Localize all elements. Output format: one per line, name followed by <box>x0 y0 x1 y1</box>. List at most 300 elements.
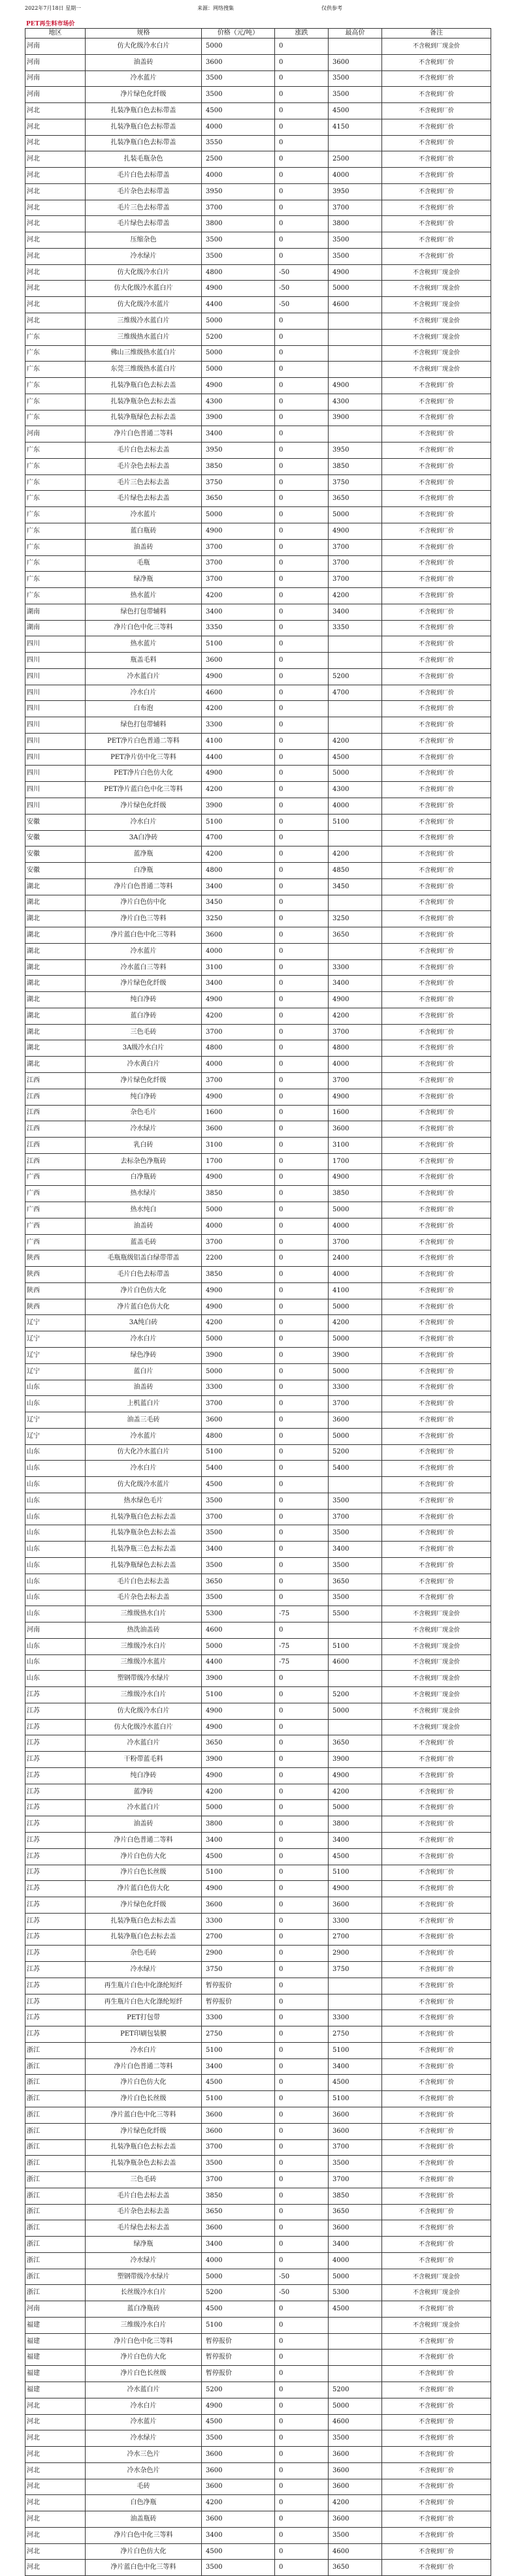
cell-high: 3650 <box>329 1735 382 1752</box>
table-row <box>25 2511 491 2528</box>
cell-region: 江西 <box>25 1138 86 1154</box>
cell-region: 江苏 <box>25 1752 86 1768</box>
cell-note: 不含税到厂价 <box>382 1752 491 1768</box>
cell-region: 辽宁 <box>25 1412 86 1429</box>
cell-spec: 毛片白色去标去盖 <box>86 1574 202 1590</box>
cell-high: 3100 <box>329 1138 382 1154</box>
cell-region: 河北 <box>25 232 86 249</box>
cell-note: 不含税到厂价 <box>382 555 491 572</box>
cell-price: 4500 <box>202 2301 275 2318</box>
cell-region: 浙江 <box>25 2075 86 2091</box>
cell-note: 不含税到厂价 <box>382 1994 491 2010</box>
table-row <box>25 1331 491 1348</box>
cell-high: 5200 <box>329 1444 382 1461</box>
cell-high: 3750 <box>329 1962 382 1978</box>
table-row <box>25 248 491 264</box>
cell-price: 3400 <box>202 2527 275 2543</box>
cell-price: 4800 <box>202 264 275 281</box>
cell-high: 3600 <box>329 54 382 70</box>
table-row <box>25 572 491 588</box>
cell-change: 0 <box>275 1282 329 1299</box>
cell-spec: 压缩杂色 <box>86 232 202 249</box>
cell-note: 不含税到厂价 <box>382 2398 491 2414</box>
table-row <box>25 2382 491 2398</box>
cell-price: 3950 <box>202 183 275 200</box>
cell-region: 广东 <box>25 523 86 539</box>
cell-high: 1600 <box>329 1105 382 1121</box>
cell-note: 不含税到厂价 <box>382 507 491 523</box>
table-row <box>25 1525 491 1542</box>
table-row <box>25 2350 491 2366</box>
cell-change: 0 <box>275 1509 329 1525</box>
cell-price: 4900 <box>202 1089 275 1105</box>
cell-price: 5300 <box>202 1606 275 1622</box>
cell-high: 3600 <box>329 1412 382 1429</box>
table-row <box>25 2462 491 2479</box>
cell-region: 江苏 <box>25 1962 86 1978</box>
cell-price: 3600 <box>202 653 275 669</box>
cell-change: 0 <box>275 523 329 539</box>
cell-price: 3500 <box>202 2430 275 2447</box>
column-header-change: 涨跌 <box>275 29 329 39</box>
cell-spec: 绿色打包带辅料 <box>86 604 202 620</box>
cell-note: 不含税到厂价 <box>382 1170 491 1186</box>
table-row <box>25 394 491 410</box>
table-row <box>25 151 491 168</box>
cell-change: 0 <box>275 2479 329 2495</box>
cell-price: 3350 <box>202 620 275 636</box>
cell-spec: 净片白色仿大化 <box>86 2543 202 2560</box>
cell-spec: 三维级热水白片 <box>86 1606 202 1622</box>
cell-change: 0 <box>275 1767 329 1784</box>
cell-price: 4900 <box>202 523 275 539</box>
cell-spec: 绿色净砖 <box>86 1348 202 1364</box>
cell-region: 四川 <box>25 653 86 669</box>
cell-region: 浙江 <box>25 2172 86 2188</box>
cell-region: 广东 <box>25 329 86 345</box>
cell-region: 浙江 <box>25 2188 86 2204</box>
cell-region: 广东 <box>25 474 86 491</box>
cell-high: 3700 <box>329 555 382 572</box>
cell-note: 不含税到厂价 <box>382 2075 491 2091</box>
report-source: 来源：网络搜集 <box>197 5 234 11</box>
cell-note: 不含税到厂价 <box>382 1040 491 1057</box>
cell-price: 4200 <box>202 588 275 604</box>
table-row <box>25 168 491 184</box>
cell-price: 3500 <box>202 1590 275 1606</box>
cell-change: -50 <box>275 264 329 281</box>
cell-region: 浙江 <box>25 2091 86 2107</box>
cell-high: 4900 <box>329 378 382 394</box>
cell-region: 浙江 <box>25 2252 86 2269</box>
cell-high: 3600 <box>329 2447 382 2463</box>
cell-high: 3700 <box>329 1024 382 1040</box>
cell-note: 不含税到厂价 <box>382 1784 491 1800</box>
cell-note: 不含税到厂价 <box>382 1461 491 1477</box>
cell-note: 不含税到厂价 <box>382 1089 491 1105</box>
cell-note: 不含税到厂价 <box>382 2156 491 2172</box>
cell-change: 0 <box>275 232 329 249</box>
cell-change: 0 <box>275 1267 329 1283</box>
table-row <box>25 1105 491 1121</box>
cell-high: 4900 <box>329 1881 382 1897</box>
cell-price: 3100 <box>202 1138 275 1154</box>
cell-note: 不含税到厂价 <box>382 2462 491 2479</box>
cell-high <box>329 313 382 330</box>
cell-change: 0 <box>275 2333 329 2350</box>
cell-change: 0 <box>275 976 329 992</box>
cell-note: 不含税到厂价 <box>382 1202 491 1218</box>
cell-note: 不含税到厂价 <box>382 895 491 911</box>
cell-high <box>329 1477 382 1493</box>
cell-high: 3600 <box>329 2123 382 2139</box>
table-row <box>25 1848 491 1865</box>
cell-region: 福建 <box>25 2317 86 2333</box>
table-row <box>25 442 491 459</box>
cell-change: 0 <box>275 362 329 378</box>
cell-high <box>329 2317 382 2333</box>
cell-note: 不含税到厂价 <box>382 168 491 184</box>
cell-change: 0 <box>275 555 329 572</box>
cell-region: 江苏 <box>25 1946 86 1962</box>
table-row <box>25 281 491 297</box>
cell-change: 0 <box>275 2398 329 2414</box>
cell-spec: 冷水白片 <box>86 2042 202 2058</box>
cell-price: 4000 <box>202 2252 275 2269</box>
table-body <box>25 39 491 2576</box>
cell-spec: 冷水黄白片 <box>86 1057 202 1073</box>
cell-change: 0 <box>275 717 329 734</box>
cell-high: 3850 <box>329 1186 382 1202</box>
cell-note: 不含税到厂价 <box>382 1121 491 1138</box>
cell-change: 0 <box>275 103 329 119</box>
table-row <box>25 2430 491 2447</box>
cell-spec: PET净片仿中化三等料 <box>86 749 202 766</box>
cell-note: 不含税到厂价 <box>382 183 491 200</box>
cell-spec: 再生瓶片白色大化涤纶短纤 <box>86 1994 202 2010</box>
table-row <box>25 119 491 135</box>
table-row <box>25 685 491 701</box>
cell-high: 3650 <box>329 927 382 944</box>
cell-high: 5200 <box>329 1687 382 1703</box>
cell-spec: 冷水杂色片 <box>86 2462 202 2479</box>
cell-spec: 纯白净砖 <box>86 1767 202 1784</box>
cell-note: 不含税到厂价 <box>382 119 491 135</box>
table-row <box>25 474 491 491</box>
cell-note: 不含税到厂现金价 <box>382 2269 491 2285</box>
cell-spec: 毛片三色去标带盖 <box>86 200 202 216</box>
cell-note: 不含税到厂价 <box>382 733 491 749</box>
cell-spec: 毛片白色去标去盖 <box>86 442 202 459</box>
cell-spec: 扎装净瓶杂色去标去盖 <box>86 1525 202 1542</box>
cell-price: 4900 <box>202 1703 275 1719</box>
cell-change: 0 <box>275 1719 329 1735</box>
cell-note: 不含税到厂价 <box>382 1557 491 1574</box>
cell-change: 0 <box>275 1170 329 1186</box>
cell-change: 0 <box>275 2204 329 2220</box>
cell-note: 不含税到厂价 <box>382 1380 491 1396</box>
cell-region: 河南 <box>25 70 86 87</box>
cell-spec: 油盖砖 <box>86 1218 202 1234</box>
cell-high: 3850 <box>329 458 382 474</box>
cell-region: 江苏 <box>25 1735 86 1752</box>
table-row <box>25 1202 491 1218</box>
cell-change: 0 <box>275 2495 329 2511</box>
price-table <box>25 28 491 2576</box>
cell-change: 0 <box>275 54 329 70</box>
cell-change: 0 <box>275 572 329 588</box>
table-row <box>25 1752 491 1768</box>
cell-note: 不含税到厂价 <box>382 2188 491 2204</box>
cell-high <box>329 1719 382 1735</box>
table-row <box>25 1832 491 1848</box>
cell-high: 4500 <box>329 103 382 119</box>
cell-price: 3750 <box>202 474 275 491</box>
cell-high: 3900 <box>329 1752 382 1768</box>
cell-region: 江苏 <box>25 1703 86 1719</box>
cell-note: 不含税到厂价 <box>382 2010 491 2026</box>
cell-note: 不含税到厂价 <box>382 830 491 846</box>
cell-spec: 蓝白净瓶砖 <box>86 2301 202 2318</box>
cell-region: 广东 <box>25 442 86 459</box>
cell-price: 3900 <box>202 410 275 426</box>
table-row <box>25 2123 491 2139</box>
cell-spec: 瓶盖毛料 <box>86 653 202 669</box>
cell-high: 5100 <box>329 2091 382 2107</box>
cell-change: 0 <box>275 911 329 927</box>
cell-change: 0 <box>275 814 329 830</box>
cell-price: 3800 <box>202 216 275 232</box>
cell-change: 0 <box>275 329 329 345</box>
cell-spec: 蓝盖毛砖 <box>86 1234 202 1250</box>
cell-high: 5000 <box>329 1299 382 1315</box>
cell-price: 3750 <box>202 1962 275 1978</box>
cell-spec: 佛山三维级热水蓝白片 <box>86 345 202 362</box>
cell-high: 3900 <box>329 1348 382 1364</box>
cell-region: 辽宁 <box>25 1363 86 1380</box>
cell-note: 不含税到厂价 <box>382 1962 491 1978</box>
cell-note: 不含税到厂现金价 <box>382 1622 491 1639</box>
cell-change: 0 <box>275 636 329 653</box>
table-row <box>25 2495 491 2511</box>
cell-high: 3450 <box>329 878 382 895</box>
cell-change: 0 <box>275 1574 329 1590</box>
report-date: 2022年7月18日 星期一 <box>25 5 82 11</box>
cell-price: 4600 <box>202 1622 275 1639</box>
cell-spec: 三维级热水蓝白片 <box>86 329 202 345</box>
cell-high: 3500 <box>329 1493 382 1509</box>
cell-region: 山东 <box>25 1654 86 1671</box>
cell-change: 0 <box>275 1703 329 1719</box>
table-row <box>25 782 491 798</box>
cell-note: 不含税到厂价 <box>382 539 491 555</box>
cell-price: 1600 <box>202 1105 275 1121</box>
cell-high: 4200 <box>329 588 382 604</box>
cell-change: 0 <box>275 2301 329 2318</box>
cell-region: 四川 <box>25 636 86 653</box>
cell-price: 3700 <box>202 1396 275 1412</box>
column-header-high: 最高价 <box>329 29 382 39</box>
cell-region: 湖北 <box>25 976 86 992</box>
cell-change: 0 <box>275 442 329 459</box>
cell-change: 0 <box>275 701 329 717</box>
cell-high: 3950 <box>329 442 382 459</box>
cell-region: 河北 <box>25 2430 86 2447</box>
cell-change: 0 <box>275 2366 329 2382</box>
cell-spec: 热水纯白 <box>86 1202 202 1218</box>
cell-spec: 仿大化级冷水白片 <box>86 264 202 281</box>
cell-note: 不含税到厂价 <box>382 1267 491 1283</box>
cell-price: 3400 <box>202 604 275 620</box>
cell-region: 四川 <box>25 685 86 701</box>
cell-high: 4600 <box>329 297 382 313</box>
table-row <box>25 604 491 620</box>
table-row <box>25 959 491 976</box>
cell-spec: 白净瓶 <box>86 863 202 879</box>
table-row <box>25 1881 491 1897</box>
cell-change: 0 <box>275 749 329 766</box>
cell-price: 5100 <box>202 636 275 653</box>
table-row <box>25 410 491 426</box>
cell-note: 不含税到厂价 <box>382 394 491 410</box>
table-row <box>25 232 491 249</box>
cell-spec: 毛片白色去标去盖 <box>86 2188 202 2204</box>
cell-price: 3500 <box>202 2156 275 2172</box>
cell-change: 0 <box>275 1348 329 1364</box>
cell-high: 3500 <box>329 232 382 249</box>
cell-region: 江苏 <box>25 1800 86 1816</box>
cell-change: 0 <box>275 927 329 944</box>
cell-change: 0 <box>275 1024 329 1040</box>
cell-spec: 冷水绿片 <box>86 2430 202 2447</box>
cell-note: 不含税到厂价 <box>382 2252 491 2269</box>
cell-price: 4500 <box>202 103 275 119</box>
cell-high: 3500 <box>329 2156 382 2172</box>
cell-note: 不含税到厂价 <box>382 2091 491 2107</box>
cell-price: 3600 <box>202 1897 275 1914</box>
table-row <box>25 539 491 555</box>
cell-spec: 净片白色长丝级 <box>86 2091 202 2107</box>
cell-change: 0 <box>275 2430 329 2447</box>
cell-region: 河北 <box>25 281 86 297</box>
cell-change: 0 <box>275 1542 329 1558</box>
cell-region: 江苏 <box>25 1913 86 1929</box>
cell-change: 0 <box>275 1008 329 1024</box>
table-row <box>25 216 491 232</box>
cell-price: 4900 <box>202 1767 275 1784</box>
cell-change: 0 <box>275 1461 329 1477</box>
cell-change: 0 <box>275 895 329 911</box>
cell-change: 0 <box>275 798 329 814</box>
cell-note: 不含税到厂价 <box>382 1767 491 1784</box>
cell-change: 0 <box>275 1299 329 1315</box>
cell-change: 0 <box>275 943 329 959</box>
cell-price: 3400 <box>202 426 275 442</box>
cell-note: 不含税到厂价 <box>382 2527 491 2543</box>
cell-spec: 毛瓶 <box>86 555 202 572</box>
cell-note: 不含税到厂价 <box>382 927 491 944</box>
table-row <box>25 1380 491 1396</box>
cell-region: 广西 <box>25 1202 86 1218</box>
cell-region: 河北 <box>25 119 86 135</box>
cell-price: 5000 <box>202 313 275 330</box>
cell-region: 江苏 <box>25 1832 86 1848</box>
column-header-spec: 规格 <box>86 29 202 39</box>
cell-note: 不含税到厂价 <box>382 604 491 620</box>
cell-high: 4850 <box>329 863 382 879</box>
cell-spec: 毛片绿色去标带盖 <box>86 216 202 232</box>
cell-high: 3400 <box>329 2058 382 2075</box>
cell-note: 不含税到厂价 <box>382 878 491 895</box>
cell-spec: 仿大化级冷水白片 <box>86 39 202 55</box>
table-row <box>25 1218 491 1234</box>
table-row <box>25 362 491 378</box>
cell-note: 不含税到厂价 <box>382 216 491 232</box>
cell-spec: 三维级冷水白片 <box>86 1638 202 1654</box>
cell-spec: 扎装净瓶白色去标带盖 <box>86 135 202 151</box>
cell-spec: 3A级冷水白片 <box>86 1040 202 1057</box>
cell-spec: 冷水蓝片 <box>86 943 202 959</box>
cell-high <box>329 362 382 378</box>
cell-spec: 净片绿色化纤级 <box>86 798 202 814</box>
cell-high: 3600 <box>329 2220 382 2237</box>
cell-spec: 净片白色普通二等料 <box>86 1832 202 1848</box>
cell-change: 0 <box>275 491 329 507</box>
cell-note: 不含税到厂价 <box>382 1525 491 1542</box>
table-row <box>25 1978 491 1994</box>
table-row <box>25 976 491 992</box>
cell-price: 3300 <box>202 1380 275 1396</box>
cell-note: 不含税到厂价 <box>382 572 491 588</box>
table-row <box>25 927 491 944</box>
cell-change: 0 <box>275 1622 329 1639</box>
cell-spec: 白布泡 <box>86 701 202 717</box>
cell-spec: 冷水三色片 <box>86 2447 202 2463</box>
cell-spec: 净片白色中化三等料 <box>86 2333 202 2350</box>
table-row <box>25 636 491 653</box>
cell-price: 4900 <box>202 281 275 297</box>
cell-spec: 毛片三色去标去盖 <box>86 474 202 491</box>
cell-high: 4900 <box>329 264 382 281</box>
cell-region: 江苏 <box>25 1784 86 1800</box>
cell-spec: 冷水绿片 <box>86 248 202 264</box>
cell-change: 0 <box>275 426 329 442</box>
cell-change: 0 <box>275 1250 329 1267</box>
cell-note: 不含税到厂价 <box>382 1218 491 1234</box>
cell-spec: 净片白色普通二等料 <box>86 2058 202 2075</box>
cell-change: 0 <box>275 2091 329 2107</box>
cell-region: 山东 <box>25 1525 86 1542</box>
cell-spec: 油盖砖 <box>86 1816 202 1833</box>
cell-change: 0 <box>275 1105 329 1121</box>
cell-high <box>329 653 382 669</box>
cell-region: 江苏 <box>25 2010 86 2026</box>
table-row <box>25 2220 491 2237</box>
cell-change: 0 <box>275 620 329 636</box>
cell-price: 4200 <box>202 2495 275 2511</box>
cell-region: 四川 <box>25 782 86 798</box>
cell-spec: 扎装净瓶白色去标带盖 <box>86 103 202 119</box>
cell-price: 3600 <box>202 1412 275 1429</box>
table-row <box>25 378 491 394</box>
cell-region: 陕西 <box>25 1299 86 1315</box>
cell-high: 4300 <box>329 394 382 410</box>
cell-region: 河北 <box>25 2462 86 2479</box>
cell-note: 不含税到厂价 <box>382 2495 491 2511</box>
cell-spec: 去标杂色净瓶砖 <box>86 1153 202 1170</box>
cell-note: 不含税到厂价 <box>382 491 491 507</box>
cell-high <box>329 2366 382 2382</box>
